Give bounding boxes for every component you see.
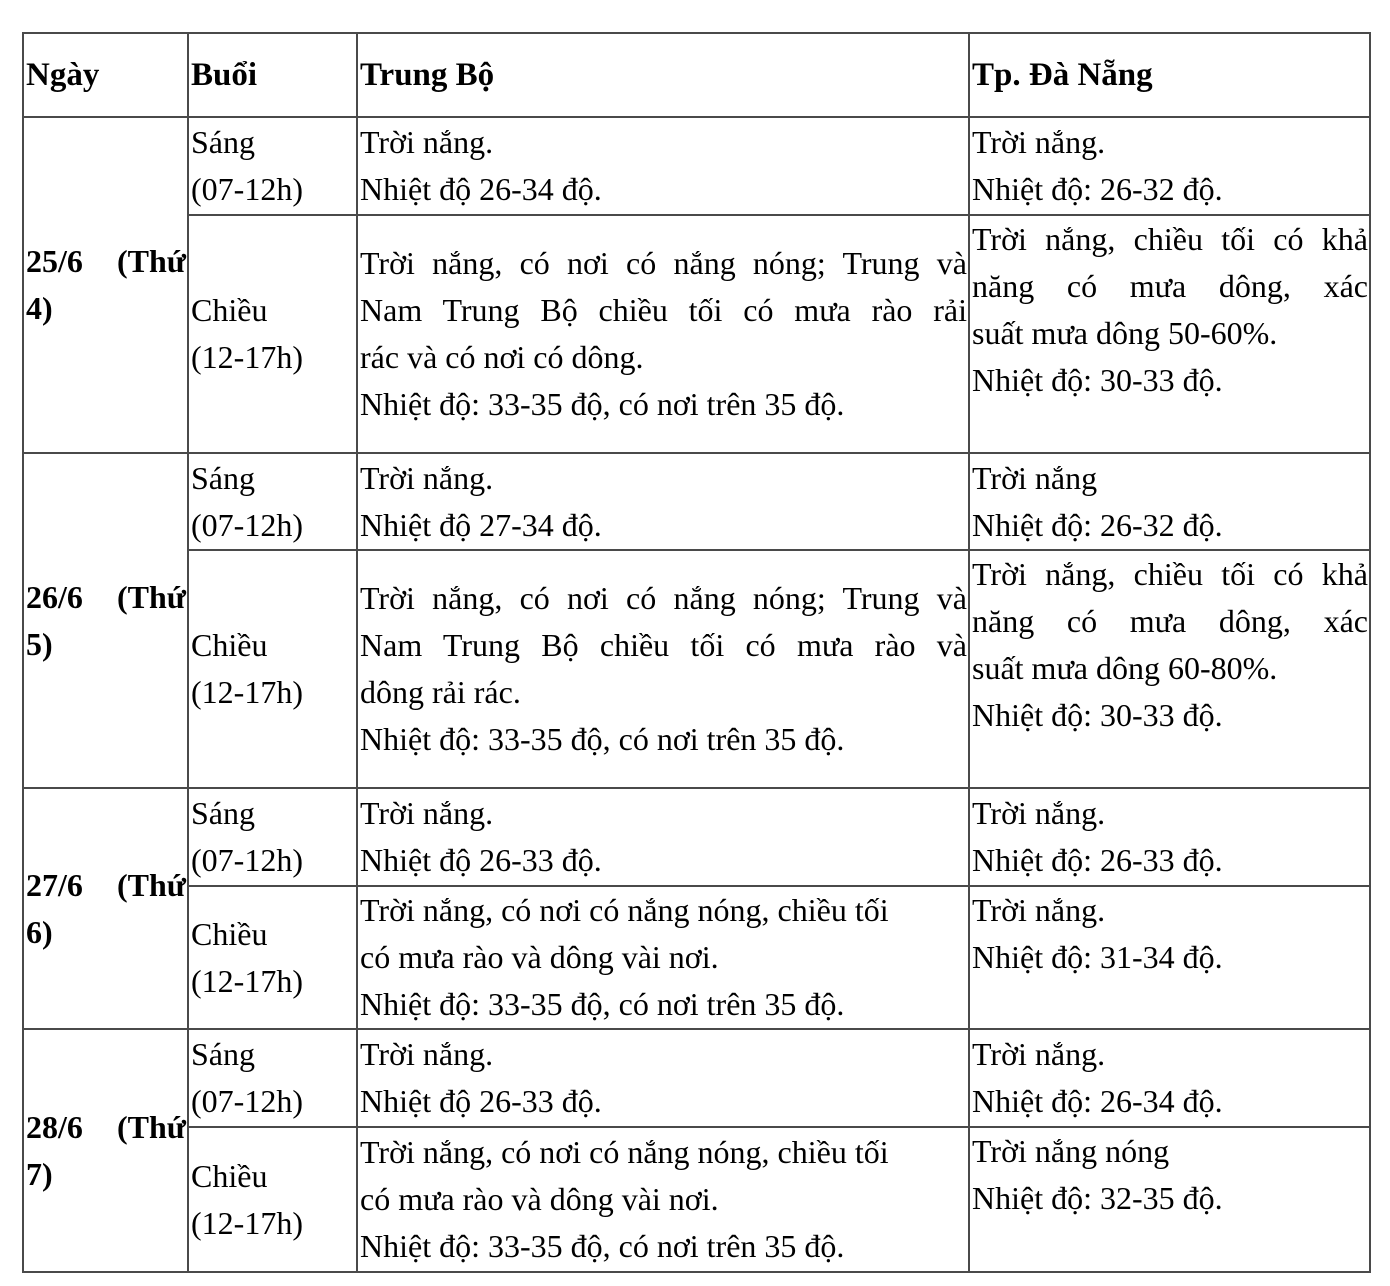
forecast-line: Nhiệt độ 26-33 độ. <box>360 842 602 878</box>
city-forecast-cell <box>969 886 1370 1029</box>
day-cell <box>23 117 188 453</box>
forecast-line: Trời nắng. <box>972 124 1106 160</box>
forecast-line: Trời nắng. <box>360 459 494 496</box>
header-da-nang: Tp. Đà Nẵng <box>969 33 1370 117</box>
header-central-region: Trung Bộ <box>357 33 969 117</box>
forecast-line: Trời nắng. <box>360 795 494 831</box>
session-cell <box>188 453 357 550</box>
table-row <box>23 215 1370 453</box>
day-cell <box>23 788 188 1029</box>
day-label-line: 28/6 (Thứ <box>26 1108 186 1145</box>
city-forecast-cell <box>969 453 1370 550</box>
forecast-line: Trời nắng <box>972 459 1098 496</box>
region-forecast-cell <box>357 1029 969 1127</box>
session-cell <box>188 117 357 215</box>
city-forecast-cell <box>969 1127 1370 1272</box>
session-name: Chiều <box>191 915 268 952</box>
forecast-line: Nhiệt độ 26-34 độ. <box>360 171 602 207</box>
session-cell <box>188 215 357 453</box>
session-time: (07-12h) <box>191 171 303 207</box>
forecast-line: Trời nắng. <box>360 124 494 160</box>
region-forecast-cell <box>357 550 969 788</box>
session-name: Sáng <box>191 459 255 496</box>
forecast-line: năng có mưa dông, xác <box>972 268 1368 304</box>
forecast-line: Nhiệt độ: 30-33 độ. <box>972 697 1223 733</box>
day-label-line: 26/6 (Thứ <box>26 578 186 615</box>
session-name: Chiều <box>191 292 268 328</box>
region-forecast-cell <box>357 788 969 886</box>
region-forecast-cell <box>357 117 969 215</box>
session-time: (12-17h) <box>191 1204 303 1241</box>
weather-forecast-table <box>22 32 1371 1273</box>
forecast-line: Trời nắng, chiều tối có khả <box>972 221 1368 257</box>
city-forecast-cell <box>969 1029 1370 1127</box>
forecast-line: Nhiệt độ 26-33 độ. <box>360 1083 602 1119</box>
day-cell <box>23 453 188 788</box>
forecast-line: có mưa rào và dông vài nơi. <box>360 939 719 975</box>
forecast-line: dông rải rác. <box>360 674 521 710</box>
forecast-line: Nhiệt độ: 30-33 độ. <box>972 362 1223 398</box>
forecast-line: Nhiệt độ: 33-35 độ, có nơi trên 35 độ. <box>360 721 845 757</box>
session-name: Sáng <box>191 795 255 831</box>
table-row <box>23 788 1370 886</box>
table-row <box>23 117 1370 215</box>
forecast-line: rác và có nơi có dông. <box>360 339 644 375</box>
forecast-line: Trời nắng, chiều tối có khả <box>972 556 1368 592</box>
forecast-line: Trời nắng. <box>972 892 1106 928</box>
session-cell <box>188 788 357 886</box>
city-forecast-cell <box>969 788 1370 886</box>
table-row <box>23 1029 1370 1127</box>
forecast-line: Trời nắng. <box>972 795 1106 831</box>
region-forecast-cell <box>357 215 969 453</box>
forecast-line: Nhiệt độ: 26-33 độ. <box>972 842 1223 878</box>
session-time: (07-12h) <box>191 1083 303 1119</box>
forecast-line: Trời nắng, có nơi có nắng nóng, chiều tối <box>360 892 889 928</box>
forecast-line: Nhiệt độ 27-34 độ. <box>360 506 602 543</box>
forecast-line: Nam Trung Bộ chiều tối có mưa rào và <box>360 627 967 663</box>
forecast-line: Nam Trung Bộ chiều tối có mưa rào rải <box>360 292 967 328</box>
forecast-line: suất mưa dông 50-60%. <box>972 315 1278 351</box>
table-row <box>23 550 1370 788</box>
session-cell <box>188 1029 357 1127</box>
day-label-line: 27/6 (Thứ <box>26 866 186 903</box>
day-label-line: 25/6 (Thứ <box>26 243 186 279</box>
forecast-line: Nhiệt độ: 33-35 độ, có nơi trên 35 độ. <box>360 1228 845 1264</box>
forecast-line: Nhiệt độ: 33-35 độ, có nơi trên 35 độ. <box>360 386 845 422</box>
session-name: Chiều <box>191 1157 268 1194</box>
session-cell <box>188 886 357 1029</box>
session-name: Sáng <box>191 1036 255 1072</box>
forecast-line: Trời nắng, có nơi có nắng nóng, chiều tối <box>360 1134 889 1170</box>
session-name: Sáng <box>191 124 255 160</box>
forecast-line: Trời nắng. <box>360 1036 494 1072</box>
session-cell <box>188 1127 357 1272</box>
table-row <box>23 1127 1370 1272</box>
city-forecast-cell <box>969 550 1370 788</box>
forecast-line: Nhiệt độ: 32-35 độ. <box>972 1180 1223 1216</box>
forecast-line: suất mưa dông 60-80%. <box>972 650 1278 686</box>
session-name: Chiều <box>191 627 268 663</box>
city-forecast-cell <box>969 117 1370 215</box>
session-cell <box>188 550 357 788</box>
forecast-line: Nhiệt độ: 33-35 độ, có nơi trên 35 độ. <box>360 986 845 1022</box>
forecast-line: có mưa rào và dông vài nơi. <box>360 1181 719 1217</box>
forecast-line: Trời nắng. <box>972 1036 1106 1072</box>
table-row <box>23 886 1370 1029</box>
header-session: Buổi <box>188 33 357 117</box>
forecast-line: Trời nắng, có nơi có nắng nóng; Trung và <box>360 580 967 616</box>
region-forecast-cell <box>357 886 969 1029</box>
forecast-line: Trời nắng, có nơi có nắng nóng; Trung và <box>360 245 967 281</box>
day-label-line: 4) <box>26 290 53 326</box>
session-time: (12-17h) <box>191 962 303 999</box>
forecast-line: Nhiệt độ: 26-32 độ. <box>972 171 1223 207</box>
session-time: (12-17h) <box>191 674 303 710</box>
forecast-line: Nhiệt độ: 31-34 độ. <box>972 939 1223 975</box>
session-time: (07-12h) <box>191 842 303 878</box>
header-row <box>23 33 1370 117</box>
session-time: (12-17h) <box>191 339 303 375</box>
header-day: Ngày <box>23 33 188 117</box>
day-label-line: 5) <box>26 625 53 662</box>
table-row <box>23 453 1370 550</box>
region-forecast-cell <box>357 453 969 550</box>
day-label-line: 7) <box>26 1155 53 1192</box>
session-time: (07-12h) <box>191 506 303 543</box>
forecast-line: Trời nắng nóng <box>972 1133 1170 1169</box>
forecast-line: Nhiệt độ: 26-34 độ. <box>972 1083 1223 1119</box>
day-cell <box>23 1029 188 1272</box>
city-forecast-cell <box>969 215 1370 453</box>
forecast-line: năng có mưa dông, xác <box>972 603 1368 639</box>
region-forecast-cell <box>357 1127 969 1272</box>
forecast-line: Nhiệt độ: 26-32 độ. <box>972 506 1223 543</box>
day-label-line: 6) <box>26 913 53 950</box>
